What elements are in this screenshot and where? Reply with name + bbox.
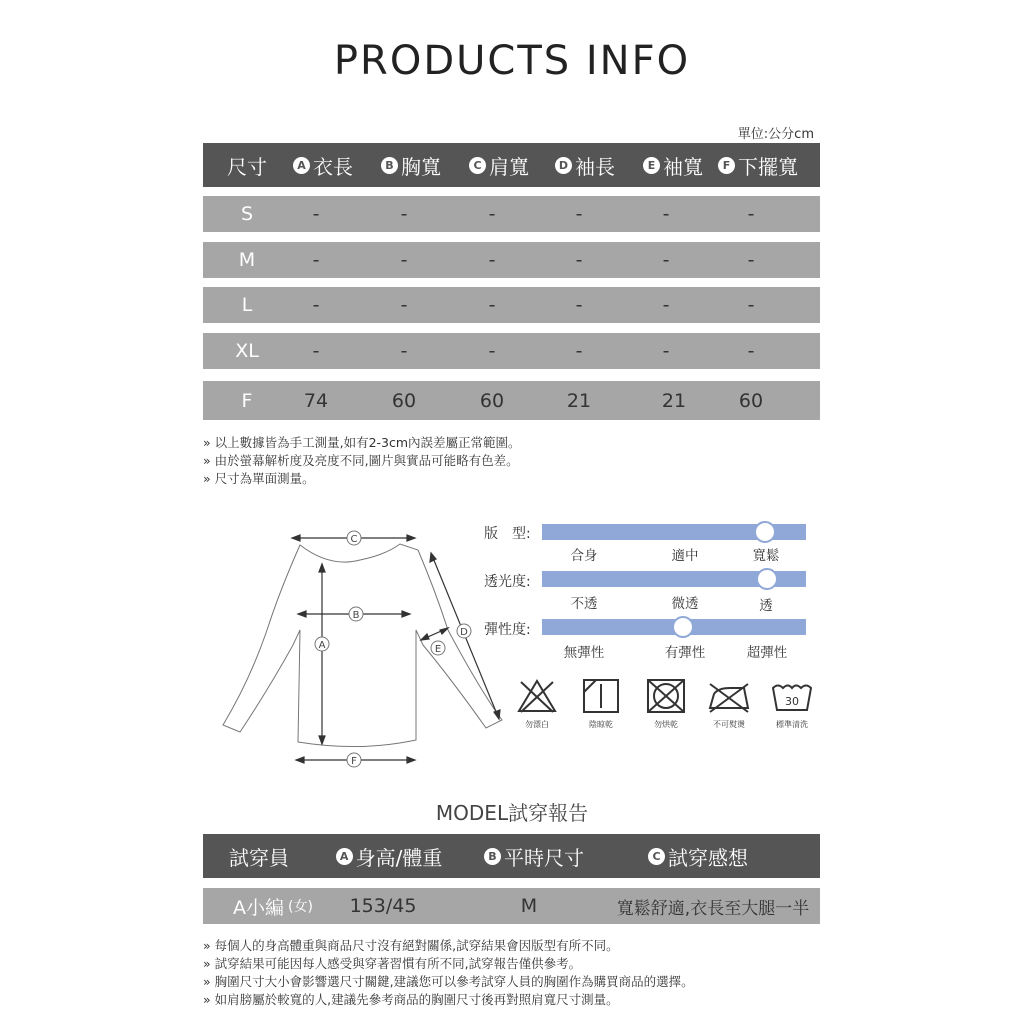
sheerness-option: 微透 <box>671 596 699 612</box>
garment-diagram <box>220 520 510 780</box>
value-cell: - <box>488 340 496 362</box>
arrowhead <box>430 553 436 562</box>
label-c: C <box>350 534 358 545</box>
label-e: E <box>434 644 442 655</box>
value-cell: - <box>488 294 496 316</box>
note-line: » 試穿結果可能因每人感受與穿著習慣有所不同,試穿報告僅供參考。 <box>203 956 582 971</box>
elasticity-label: 彈性度: <box>484 622 531 638</box>
header-usual-size <box>479 834 589 878</box>
tester-size: M <box>520 895 538 917</box>
model-notes <box>203 937 694 1009</box>
shade-dry-icon <box>582 678 620 714</box>
value-cell: - <box>575 249 583 271</box>
size-label: XL <box>235 340 259 362</box>
arrowhead <box>407 757 415 763</box>
size-table-header <box>203 143 820 187</box>
arrowhead <box>292 535 300 541</box>
model-table-header <box>203 834 820 878</box>
value-cell: - <box>575 203 583 225</box>
sheerness-scale <box>542 571 806 587</box>
value-cell: - <box>312 249 320 271</box>
arrowhead <box>319 736 325 744</box>
header-length <box>283 143 363 187</box>
value-cell: 60 <box>391 389 417 412</box>
fit-option: 合身 <box>570 548 598 564</box>
tester-comment: 寬鬆舒適,衣長至大腿一半 <box>616 898 810 919</box>
care-label: 勿漂白 <box>525 720 549 729</box>
note-line: » 如肩膀屬於較寬的人,建議先參考商品的胸圍尺寸後再對照肩寬尺寸測量。 <box>203 992 619 1007</box>
header-label: 袖長 <box>575 154 615 179</box>
note-line: » 以上數據皆為手工測量,如有2-3cm內誤差屬正常範圍。 <box>203 435 521 450</box>
no-iron-icon <box>706 678 752 714</box>
header-sleeve-length <box>545 143 625 187</box>
wash-30-icon <box>770 680 814 714</box>
label-d: D <box>460 627 468 638</box>
sheerness-label: 透光度: <box>484 574 531 590</box>
size-label: L <box>241 294 253 316</box>
fit-knob <box>754 521 776 543</box>
arrowhead <box>440 628 448 634</box>
elasticity-scale <box>542 619 806 635</box>
size-label: F <box>241 389 253 412</box>
value-cell: - <box>488 249 496 271</box>
value-cell: - <box>575 340 583 362</box>
arrowhead <box>296 757 304 763</box>
tester-height-weight: 153/45 <box>349 895 417 917</box>
value-cell: - <box>747 249 755 271</box>
value-cell: 60 <box>738 389 764 412</box>
fit-option: 寬鬆 <box>752 548 780 564</box>
header-label: 平時尺寸 <box>504 845 584 870</box>
care-label: 陰晾乾 <box>589 720 613 729</box>
value-cell: - <box>747 294 755 316</box>
badge-d: D <box>555 157 572 174</box>
arrowhead <box>421 634 429 640</box>
header-label: 試穿感想 <box>668 845 748 870</box>
sheerness-option: 透 <box>759 598 773 614</box>
size-row-f <box>203 381 820 420</box>
header-chest <box>371 143 451 187</box>
size-notes <box>203 434 521 488</box>
header-height-weight <box>329 834 449 878</box>
value-cell: - <box>312 340 320 362</box>
note-line: » 尺寸為單面測量。 <box>203 471 315 486</box>
header-shoulder <box>459 143 539 187</box>
value-cell: - <box>312 294 320 316</box>
header-label: 衣長 <box>313 154 353 179</box>
header-feedback <box>643 834 753 878</box>
value-cell: 21 <box>566 389 592 412</box>
header-label: 尺寸 <box>227 154 267 179</box>
no-bleach-icon <box>515 678 559 714</box>
care-label: 不可熨燙 <box>713 720 745 729</box>
no-tumble-dry-icon <box>645 678 687 714</box>
header-label: 試穿員 <box>229 845 289 870</box>
fit-label: 版 型: <box>484 526 531 542</box>
model-row <box>203 888 820 924</box>
fit-option: 適中 <box>671 548 699 564</box>
header-sleeve-width <box>633 143 713 187</box>
size-row-xl <box>203 333 820 369</box>
note-line: » 胸圍尺寸大小會影響選尺寸關鍵,建議您可以參考試穿人員的胸圍作為購買商品的選擇。 <box>203 974 694 989</box>
badge-f: F <box>718 157 735 174</box>
header-label: 肩寬 <box>489 154 529 179</box>
badge-a: A <box>293 157 310 174</box>
page-title: PRODUCTS INFO <box>333 38 691 84</box>
header-label: 下擺寬 <box>738 154 798 179</box>
arrowhead <box>407 535 415 541</box>
arrowhead <box>319 564 325 572</box>
label-a: A <box>318 640 326 651</box>
value-cell: 74 <box>303 389 329 412</box>
size-label: S <box>240 203 254 225</box>
care-label: 標準清洗 <box>776 720 808 729</box>
size-row-l <box>203 287 820 323</box>
header-label: 袖寬 <box>663 154 703 179</box>
note-line: » 每個人的身高體重與商品尺寸沒有絕對關係,試穿結果會因版型有所不同。 <box>203 938 619 953</box>
unit-label: 單位:公分cm <box>737 127 814 142</box>
size-row-s <box>203 196 820 232</box>
sheerness-option: 不透 <box>570 596 598 612</box>
tester-gender: (女) <box>288 899 313 915</box>
elasticity-option: 超彈性 <box>746 645 788 661</box>
value-cell: - <box>488 203 496 225</box>
header-hem-width <box>711 143 805 187</box>
tester-name: A小編 <box>233 896 285 919</box>
value-cell: 21 <box>661 389 687 412</box>
value-cell: - <box>662 249 670 271</box>
arrowhead <box>402 611 410 617</box>
value-cell: 60 <box>479 389 505 412</box>
badge-b: B <box>484 848 501 865</box>
value-cell: - <box>400 203 408 225</box>
shirt-outline <box>223 544 502 747</box>
value-cell: - <box>662 340 670 362</box>
value-cell: - <box>312 203 320 225</box>
label-b: B <box>352 610 360 621</box>
wash-temperature: 30 <box>785 695 799 708</box>
badge-b: B <box>381 157 398 174</box>
value-cell: - <box>575 294 583 316</box>
badge-c: C <box>648 848 665 865</box>
tester-name-cell <box>223 888 323 924</box>
value-cell: - <box>400 249 408 271</box>
elasticity-option: 無彈性 <box>563 645 605 661</box>
value-cell: - <box>747 203 755 225</box>
elasticity-knob <box>672 616 694 638</box>
arrowhead <box>494 710 500 719</box>
header-label: 胸寬 <box>401 154 441 179</box>
note-line: » 由於螢幕解析度及亮度不同,圖片與實品可能略有色差。 <box>203 453 519 468</box>
value-cell: - <box>662 203 670 225</box>
model-report-title: MODEL試穿報告 <box>435 801 589 825</box>
elasticity-option: 有彈性 <box>664 645 706 661</box>
sheerness-knob <box>756 568 778 590</box>
value-cell: - <box>662 294 670 316</box>
fit-scale <box>542 524 806 540</box>
size-row-m <box>203 242 820 278</box>
value-cell: - <box>400 294 408 316</box>
value-cell: - <box>400 340 408 362</box>
value-cell: - <box>747 340 755 362</box>
size-label: M <box>238 249 256 271</box>
badge-c: C <box>469 157 486 174</box>
header-tester <box>219 834 299 878</box>
arrowhead <box>298 611 306 617</box>
badge-a: A <box>336 848 353 865</box>
care-label: 勿烘乾 <box>654 720 678 729</box>
header-label: 身高/體重 <box>355 845 443 870</box>
header-size <box>217 143 277 187</box>
badge-e: E <box>643 157 660 174</box>
label-f: F <box>351 756 357 767</box>
